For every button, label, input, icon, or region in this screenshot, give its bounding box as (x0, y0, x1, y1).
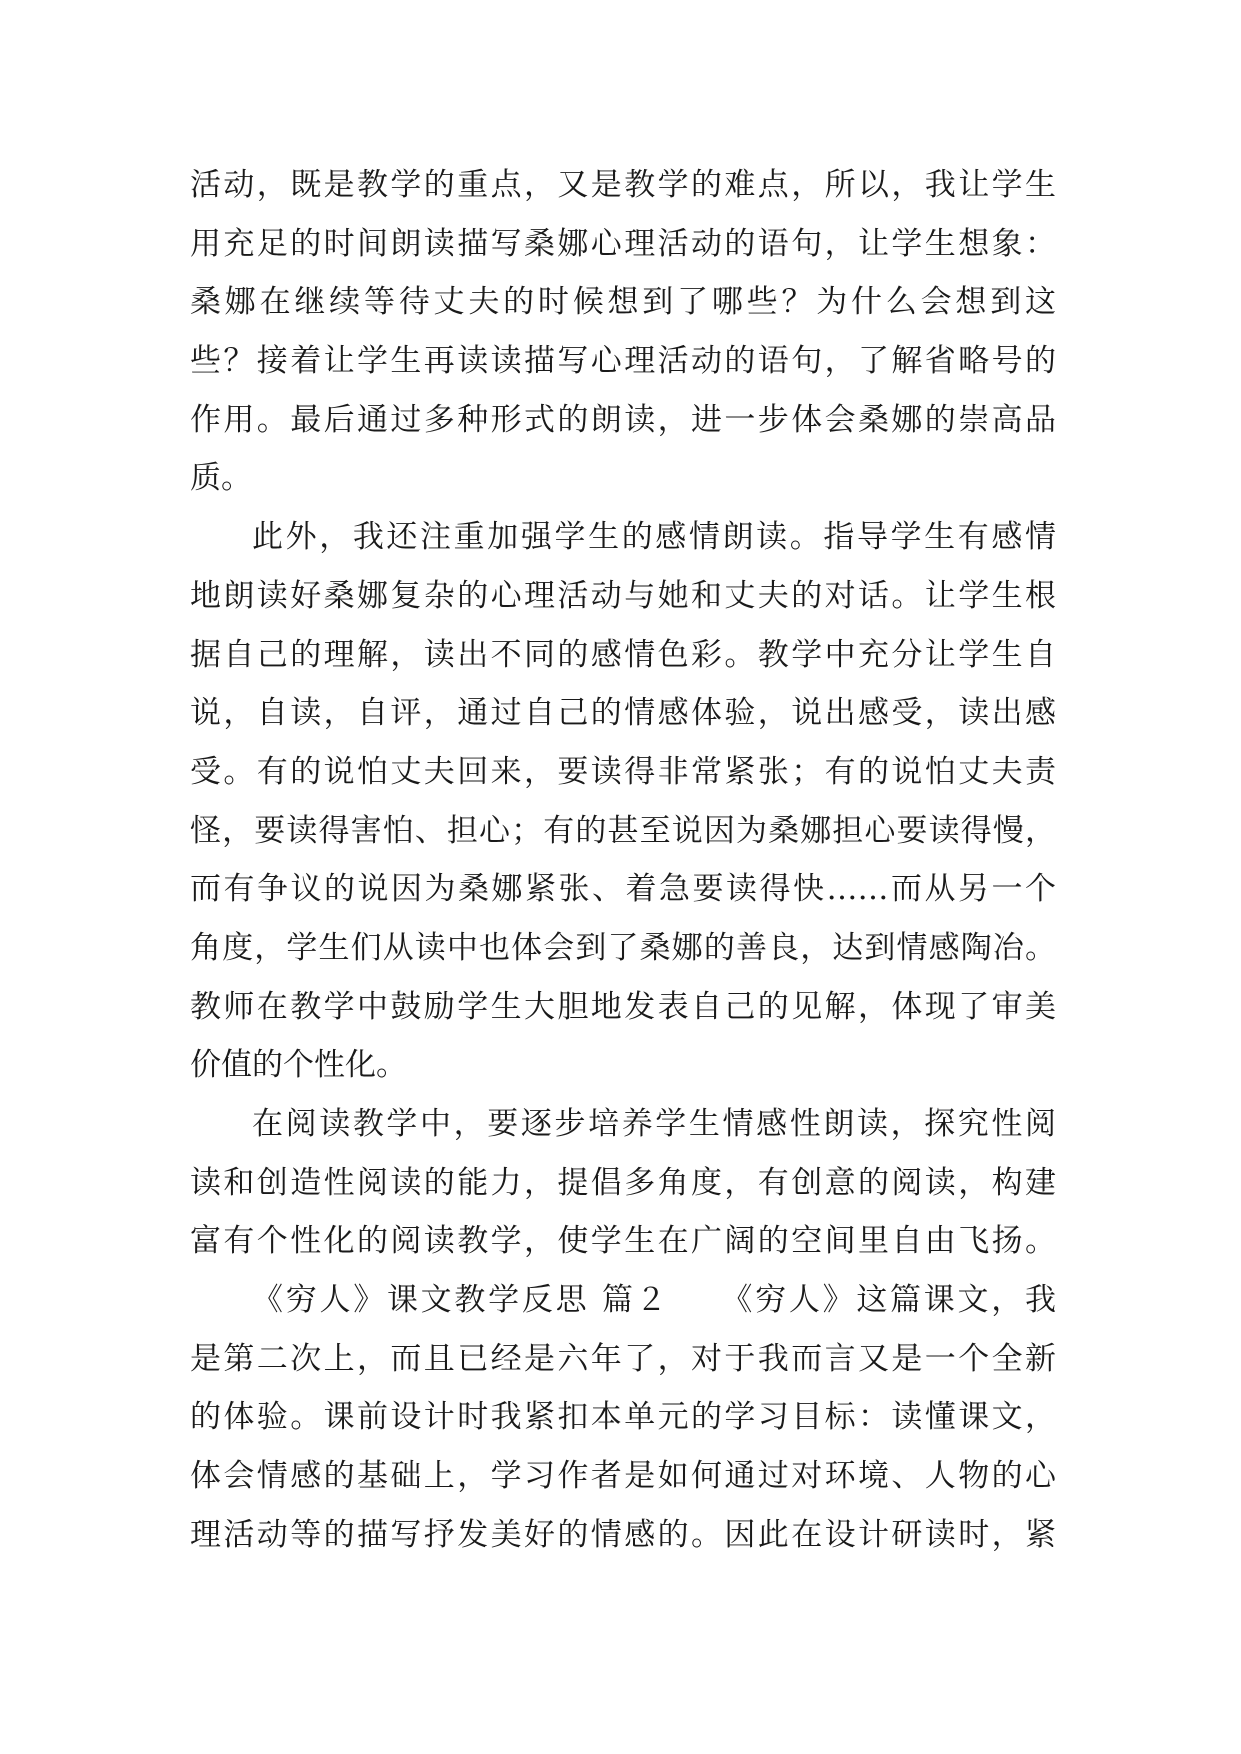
text-line: 教师在教学中鼓励学生大胆地发表自己的见解，体现了审美 (190, 988, 1056, 1025)
text-line: 体会情感的基础上，学习作者是如何通过对环境、人物的心 (190, 1458, 1056, 1495)
text-line: 用充足的时间朗读描写桑娜心理活动的语句，让学生想象： (190, 225, 1056, 262)
text-line: 理活动等的描写抒发美好的情感的。因此在设计研读时，紧 (190, 1516, 1056, 1553)
text-line: 受。有的说怕丈夫回来，要读得非常紧张；有的说怕丈夫责 (190, 753, 1056, 790)
document-body (190, 156, 1056, 1565)
text-line: 据自己的理解，读出不同的感情色彩。教学中充分让学生自 (190, 636, 1056, 673)
text-line: 此外，我还注重加强学生的感情朗读。指导学生有感情 (252, 519, 1056, 556)
text-line: 作用。最后通过多种形式的朗读，进一步体会桑娜的崇高品 (190, 401, 1056, 438)
text-line: 的体验。课前设计时我紧扣本单元的学习目标：读懂课文， (190, 1399, 1056, 1436)
text-line: 说，自读，自评，通过自己的情感体验，说出感受，读出感 (190, 695, 1056, 732)
text-line: 而有争议的说因为桑娜紧张、着急要读得快……而从另一个 (190, 871, 1056, 908)
text-line: 富有个性化的阅读教学，使学生在广阔的空间里自由飞扬。 (190, 1223, 1056, 1260)
text-line: 活动，既是教学的重点，又是教学的难点，所以，我让学生 (190, 167, 1056, 203)
text-line: 些？接着让学生再读读描写心理活动的语句，了解省略号的 (190, 343, 1056, 380)
text-line: 地朗读好桑娜复杂的心理活动与她和丈夫的对话。让学生根 (190, 577, 1056, 614)
text-line: 桑娜在继续等待丈夫的时候想到了哪些？为什么会想到这 (190, 284, 1056, 321)
section-heading-line: 《穷人》课文教学反思 篇２ 《穷人》这篇课文，我 (252, 1282, 1056, 1319)
text-line: 价值的个性化。 (190, 1047, 407, 1084)
text-line: 怪，要读得害怕、担心；有的甚至说因为桑娜担心要读得慢， (190, 812, 1056, 849)
text-line: 质。 (190, 460, 252, 497)
text-line: 是第二次上，而且已经是六年了，对于我而言又是一个全新 (190, 1340, 1056, 1377)
text-line: 读和创造性阅读的能力，提倡多角度，有创意的阅读，构建 (190, 1164, 1056, 1201)
text-line: 角度，学生们从读中也体会到了桑娜的善良，达到情感陶冶。 (190, 929, 1056, 966)
text-line: 在阅读教学中，要逐步培养学生情感性朗读，探究性阅 (252, 1106, 1056, 1142)
